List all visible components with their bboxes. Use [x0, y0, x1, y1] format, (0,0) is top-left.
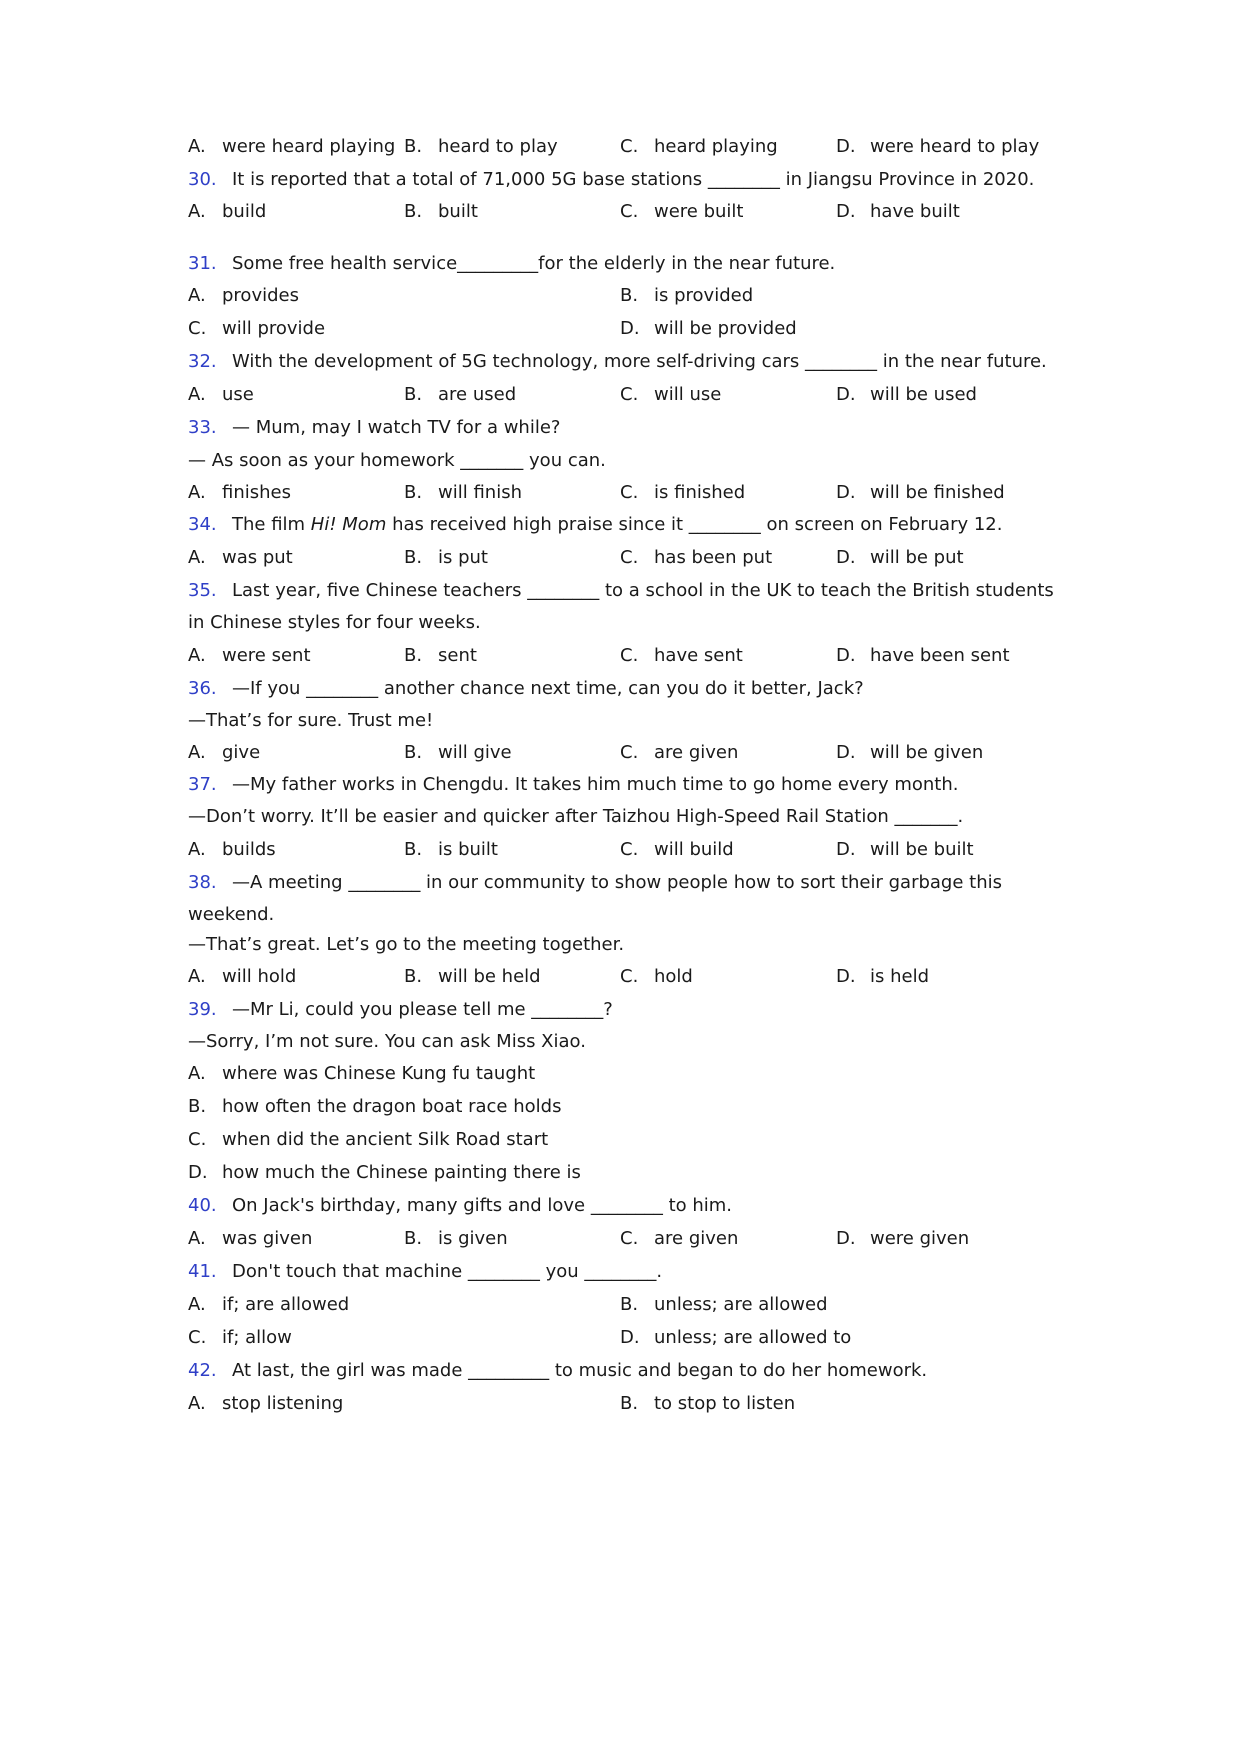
q32-option-c[interactable]: C. will use — [620, 384, 722, 405]
q40-option-b[interactable]: B. is given — [404, 1228, 508, 1249]
q42-text: At last, the girl was made _________ to music and began to do her homework. — [232, 1360, 928, 1381]
q31-options-row1 — [188, 281, 1088, 311]
q39-option-a[interactable]: A. where was Chinese Kung fu taught — [188, 1063, 536, 1084]
q40-option-a[interactable]: A. was given — [188, 1228, 313, 1249]
q38-line3: —That’s great. Let’s go to the meeting together. — [188, 934, 625, 955]
q41-options-row2 — [188, 1323, 1088, 1353]
q31-option-d[interactable]: D. will be provided — [620, 318, 797, 339]
q33-stem — [188, 413, 560, 443]
q30-option-c[interactable]: C. were built — [620, 201, 744, 222]
q34-options — [188, 543, 1088, 573]
q37-option-c[interactable]: C. will build — [620, 839, 734, 860]
q31-option-a[interactable]: A. provides — [188, 285, 299, 306]
q32-number: 32. — [188, 351, 217, 372]
q31-option-b[interactable]: B. is provided — [620, 285, 754, 306]
q39-number: 39. — [188, 999, 217, 1020]
q38-text: —A meeting ________ in our community to show people how to sort their garbage this — [232, 872, 1002, 893]
q31-stem — [188, 249, 835, 279]
q29-option-d[interactable]: D. were heard to play — [836, 136, 1040, 157]
q32-option-b[interactable]: B. are used — [404, 384, 517, 405]
q30-option-b[interactable]: B. built — [404, 201, 478, 222]
q39-option-b[interactable]: B. how often the dragon boat race holds — [188, 1096, 562, 1117]
q38-option-d[interactable]: D. is held — [836, 966, 930, 987]
q38-line2: weekend. — [188, 904, 275, 925]
q38-number: 38. — [188, 872, 217, 893]
q34-text: The film Hi! Mom has received high praise since it ________ on screen on February 12. — [232, 514, 1003, 535]
q40-option-d[interactable]: D. were given — [836, 1228, 970, 1249]
q35-text: Last year, five Chinese teachers ________ to a school in the UK to teach the British students — [232, 580, 1054, 601]
q36-option-d[interactable]: D. will be given — [836, 742, 984, 763]
q42-option-b[interactable]: B. to stop to listen — [620, 1393, 796, 1414]
q37-option-b[interactable]: B. is built — [404, 839, 498, 860]
q37-number: 37. — [188, 774, 217, 795]
q33-number: 33. — [188, 417, 217, 438]
q30-option-d[interactable]: D. have built — [836, 201, 960, 222]
q40-options — [188, 1224, 1088, 1254]
q41-options-row1 — [188, 1290, 1088, 1320]
q35-options — [188, 641, 1088, 671]
q42-stem — [188, 1356, 927, 1386]
q36-options — [188, 738, 1088, 768]
q42-option-a[interactable]: A. stop listening — [188, 1393, 344, 1414]
q39-option-c[interactable]: C. when did the ancient Silk Road start — [188, 1129, 549, 1150]
q39-text: —Mr Li, could you please tell me ________? — [232, 999, 613, 1020]
q36-stem — [188, 674, 864, 704]
q41-option-c[interactable]: C. if; allow — [188, 1327, 292, 1348]
q36-option-c[interactable]: C. are given — [620, 742, 739, 763]
q41-option-d[interactable]: D. unless; are allowed to — [620, 1327, 852, 1348]
q41-text: Don't touch that machine ________ you ________. — [232, 1261, 663, 1282]
q37-options — [188, 835, 1088, 865]
q33-option-a[interactable]: A. finishes — [188, 482, 291, 503]
q32-option-a[interactable]: A. use — [188, 384, 254, 405]
q31-option-c[interactable]: C. will provide — [188, 318, 326, 339]
q37-option-a[interactable]: A. builds — [188, 839, 276, 860]
q36-option-a[interactable]: A. give — [188, 742, 261, 763]
q38-option-b[interactable]: B. will be held — [404, 966, 541, 987]
q39-option-d[interactable]: D. how much the Chinese painting there is — [188, 1162, 581, 1183]
q35-number: 35. — [188, 580, 217, 601]
q33-option-b[interactable]: B. will finish — [404, 482, 522, 503]
q42-options — [188, 1389, 1088, 1419]
q30-text: It is reported that a total of 71,000 5G base stations ________ in Jiangsu Province in 2020. — [232, 169, 1035, 190]
q35-option-d[interactable]: D. have been sent — [836, 645, 1010, 666]
q37-option-d[interactable]: D. will be built — [836, 839, 974, 860]
q36-text: —If you ________ another chance next time, can you do it better, Jack? — [232, 678, 864, 699]
q33-line2: — As soon as your homework _______ you can. — [188, 450, 606, 471]
q36-number: 36. — [188, 678, 217, 699]
q35-option-b[interactable]: B. sent — [404, 645, 477, 666]
q37-text: —My father works in Chengdu. It takes him much time to go home every month. — [232, 774, 959, 795]
q34-stem — [188, 510, 1002, 540]
q37-stem — [188, 770, 958, 800]
q31-options-row2 — [188, 314, 1088, 344]
q40-stem — [188, 1191, 732, 1221]
q31-text: Some free health service_________for the elderly in the near future. — [232, 253, 836, 274]
q38-option-c[interactable]: C. hold — [620, 966, 693, 987]
q38-stem — [188, 868, 1002, 898]
q32-stem — [188, 347, 1047, 377]
q32-text: With the development of 5G technology, more self-driving cars ________ in the near future. — [232, 351, 1047, 372]
q29-options — [188, 132, 1088, 162]
q40-option-c[interactable]: C. are given — [620, 1228, 739, 1249]
q40-text: On Jack's birthday, many gifts and love ________ to him. — [232, 1195, 733, 1216]
q34-option-a[interactable]: A. was put — [188, 547, 293, 568]
q41-option-a[interactable]: A. if; are allowed — [188, 1294, 350, 1315]
q33-text: — Mum, may I watch TV for a while? — [232, 417, 561, 438]
q36-option-b[interactable]: B. will give — [404, 742, 512, 763]
q30-number: 30. — [188, 169, 217, 190]
q41-stem — [188, 1257, 662, 1287]
q34-film-title: Hi! Mom — [310, 514, 387, 535]
q33-option-c[interactable]: C. is finished — [620, 482, 746, 503]
q34-option-b[interactable]: B. is put — [404, 547, 488, 568]
q32-options — [188, 380, 1088, 410]
q38-option-a[interactable]: A. will hold — [188, 966, 297, 987]
q34-option-c[interactable]: C. has been put — [620, 547, 773, 568]
q31-number: 31. — [188, 253, 217, 274]
q32-option-d[interactable]: D. will be used — [836, 384, 977, 405]
q29-option-a[interactable]: A. were heard playing — [188, 136, 396, 157]
q30-stem — [188, 165, 1034, 195]
q35-stem — [188, 576, 1054, 606]
q33-option-d[interactable]: D. will be finished — [836, 482, 1005, 503]
q38-options — [188, 962, 1088, 992]
q41-option-b[interactable]: B. unless; are allowed — [620, 1294, 828, 1315]
q35-line2: in Chinese styles for four weeks. — [188, 612, 481, 633]
q37-line2: —Don’t worry. It’ll be easier and quicker after Taizhou High-Speed Rail Station _______. — [188, 806, 964, 827]
q33-options — [188, 478, 1088, 508]
q35-option-c[interactable]: C. have sent — [620, 645, 743, 666]
q30-options — [188, 197, 1088, 227]
q29-option-c[interactable]: C. heard playing — [620, 136, 778, 157]
q35-option-a[interactable]: A. were sent — [188, 645, 311, 666]
q39-line2: —Sorry, I’m not sure. You can ask Miss Xiao. — [188, 1031, 586, 1052]
q34-number: 34. — [188, 514, 217, 535]
q39-stem — [188, 995, 613, 1025]
q29-option-b[interactable]: B. heard to play — [404, 136, 558, 157]
q40-number: 40. — [188, 1195, 217, 1216]
q36-line2: —That’s for sure. Trust me! — [188, 710, 434, 731]
q30-option-a[interactable]: A. build — [188, 201, 267, 222]
q42-number: 42. — [188, 1360, 217, 1381]
q41-number: 41. — [188, 1261, 217, 1282]
q34-option-d[interactable]: D. will be put — [836, 547, 964, 568]
